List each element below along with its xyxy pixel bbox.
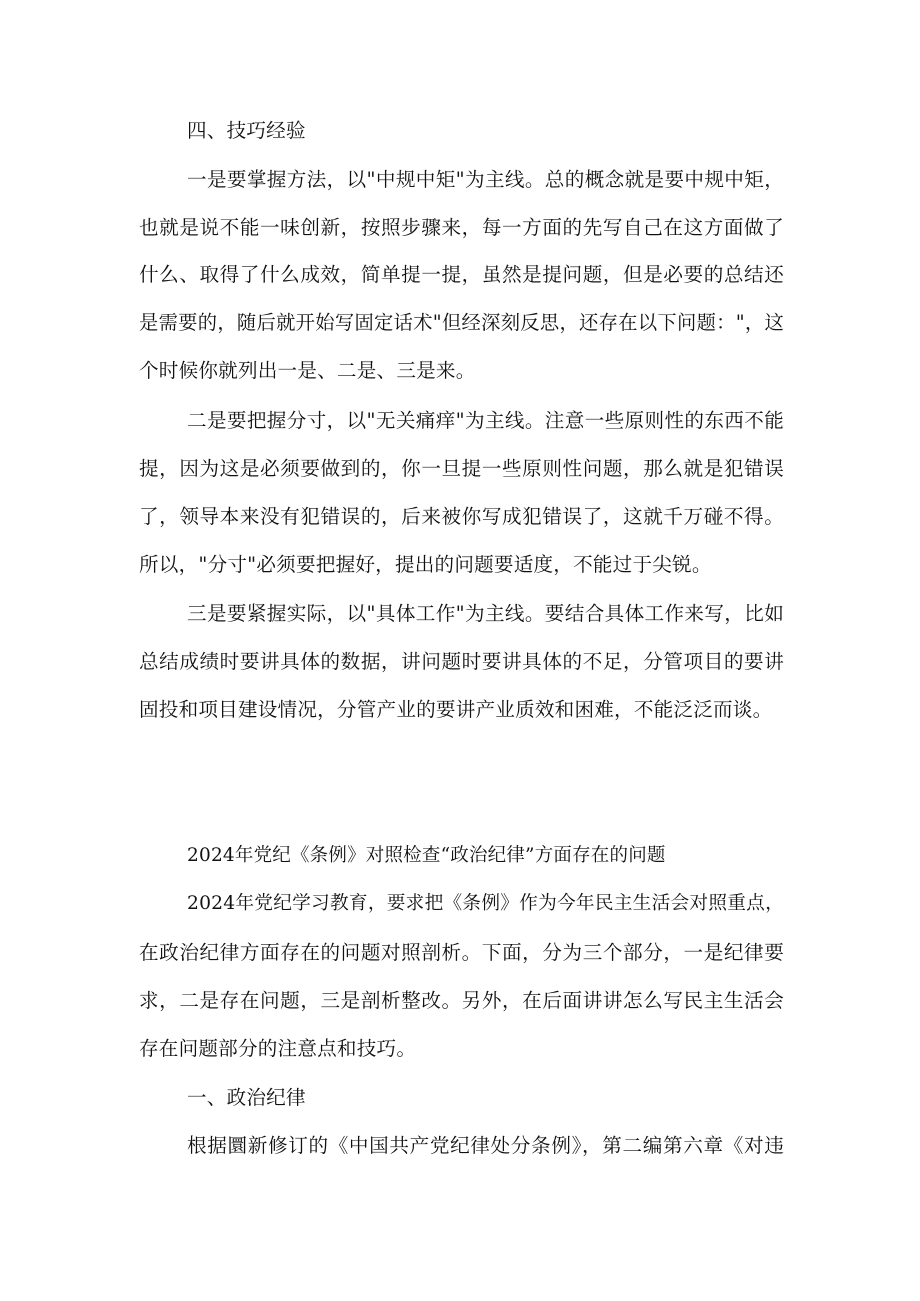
paragraph-line: 固投和项目建设情况，分管产业的要讲产业质效和困难，不能泛泛而谈。 xyxy=(139,698,773,721)
paragraph-line: 二是要把握分寸，以"无关痛痒"为主线。注意一些原则性的东西不能 xyxy=(187,409,784,432)
paragraph-line: 三是要紧握实际，以"具体工作"为主线。要结合具体工作来写，比如 xyxy=(187,602,784,625)
paragraph-line: 2024年党纪学习教育，要求把《条例》作为今年民主生活会对照重点， xyxy=(187,893,784,914)
paragraph-line: 什么、取得了什么成效，简单提一提，虽然是提问题，但是必要的总结还 xyxy=(139,263,784,286)
paragraph-line: 在政治纪律方面存在的问题对照剖析。下面，分为三个部分，一是纪律要 xyxy=(139,941,784,964)
paragraph-line: 是需要的，随后就开始写固定话术"但经深刻反思，还存在以下问题："，这 xyxy=(139,311,784,334)
paragraph-line: 一是要掌握方法，以"中规中矩"为主线。总的概念就是要中规中矩， xyxy=(187,168,784,191)
section-heading: 一、政治纪律 xyxy=(187,1086,306,1109)
paragraph-line: 总结成绩时要讲具体的数据，讲问题时要讲具体的不足，分管项目的要讲 xyxy=(139,650,784,673)
paragraph-line: 根据圜新修订的《中国共产党纪律处分条例》，第二编第六章《对违 xyxy=(187,1134,784,1157)
article-title: 2024年党纪《条例》对照检查“政治纪律”方面存在的问题 xyxy=(187,845,666,866)
section-heading: 四、技巧经验 xyxy=(187,119,306,142)
paragraph-line: 存在问题部分的注意点和技巧。 xyxy=(139,1037,417,1060)
paragraph-line: 提，因为这是必须要做到的，你一旦提一些原则性问题，那么就是犯错误 xyxy=(139,457,784,480)
paragraph-line: 了，领导本来没有犯错误的，后来被你写成犯错误了，这就千万碰不得。 xyxy=(139,505,784,528)
paragraph-line: 所以，"分寸"必须要把握好，提出的问题要适度，不能过于尖锐。 xyxy=(139,553,712,576)
paragraph-line: 求，二是存在问题，三是剖析整改。另外，在后面讲讲怎么写民主生活会 xyxy=(139,989,784,1012)
paragraph-line: 也就是说不能一味创新，按照步骤来，每一方面的先写自己在这方面做了 xyxy=(139,216,784,239)
paragraph-line: 个时候你就列出一是、二是、三是来。 xyxy=(139,359,476,382)
